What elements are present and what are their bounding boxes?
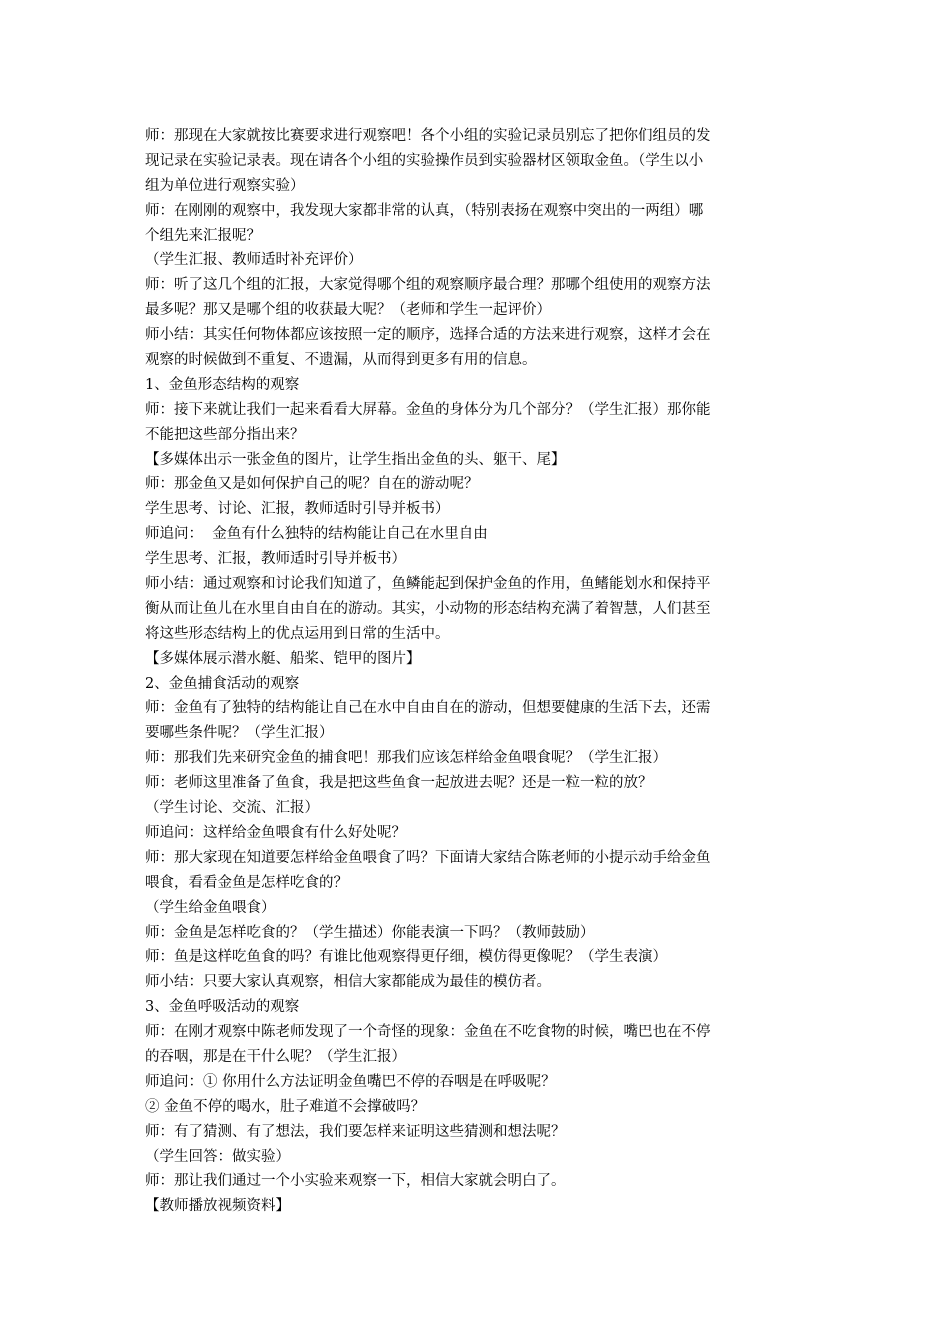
text-line: 师：那大家现在知道要怎样给金鱼喂食了吗？下面请大家结合陈老师的小提示动手给金鱼	[145, 849, 711, 866]
document-body	[145, 124, 807, 1219]
text-line: 【多媒体展示潜水艇、船桨、铠甲的图片】	[145, 650, 421, 667]
text-line: （学生回答：做实验）	[145, 1148, 290, 1165]
text-line: 师：老师这里准备了鱼食，我是把这些鱼食一起放进去呢？还是一粒一粒的放？	[145, 775, 653, 792]
text-line: 【教师播放视频资料】	[145, 1198, 290, 1215]
text-line: 师小结：通过观察和讨论我们知道了，鱼鳞能起到保护金鱼的作用，鱼鳍能划水和保持平	[145, 576, 711, 593]
text-line: 师：接下来就让我们一起来看看大屏幕。金鱼的身体分为几个部分？（学生汇报）那你能	[145, 401, 711, 418]
text-line: 师小结：只要大家认真观察，相信大家都能成为最佳的模仿者。	[145, 974, 551, 991]
text-line: 组为单位进行观察实验）	[145, 177, 305, 194]
text-line: （学生汇报、教师适时补充评价）	[145, 252, 363, 269]
text-line: ② 金鱼不停的喝水，肚子难道不会撑破吗？	[145, 1098, 426, 1115]
text-line: 喂食，看看金鱼是怎样吃食的？	[145, 874, 348, 891]
text-line: 师：那让我们通过一个小实验来观察一下，相信大家就会明白了。	[145, 1173, 566, 1190]
section-heading: 2、金鱼捕食活动的观察	[145, 675, 300, 692]
text-line: 师：金鱼是怎样吃食的？（学生描述）你能表演一下吗？（教师鼓励）	[145, 924, 595, 941]
text-line: 现记录在实验记录表。现在请各个小组的实验操作员到实验器材区领取金鱼。（学生以小	[145, 152, 704, 169]
text-line: 学生思考、讨论、汇报，教师适时引导并板书）	[145, 501, 450, 518]
text-line: （学生给金鱼喂食）	[145, 899, 276, 916]
text-line: 师：那金鱼又是如何保护自己的呢？自在的游动呢？	[145, 476, 479, 493]
text-line: 师：有了猜测、有了想法，我们要怎样来证明这些猜测和想法呢？	[145, 1123, 566, 1140]
text-line: 师：那我们先来研究金鱼的捕食吧！那我们应该怎样给金鱼喂食呢？（学生汇报）	[145, 750, 667, 767]
text-line: 学生思考、汇报，教师适时引导并板书）	[145, 551, 406, 568]
section-heading: 1、金鱼形态结构的观察	[145, 376, 300, 393]
text-line: 观察的时候做到不重复、不遗漏，从而得到更多有用的信息。	[145, 352, 537, 369]
text-line: 最多呢？那又是哪个组的收获最大呢？（老师和学生一起评价）	[145, 302, 551, 319]
text-line: 师：听了这几个组的汇报，大家觉得哪个组的观察顺序最合理？那哪个组使用的观察方法	[145, 277, 711, 294]
text-line: 师：在刚刚的观察中，我发现大家都非常的认真，（特别表扬在观察中突出的一两组）哪	[145, 202, 704, 219]
text-line: 的吞咽，那是在干什么呢？（学生汇报）	[145, 1048, 406, 1065]
text-line: 师小结：其实任何物体都应该按照一定的顺序，选择合适的方法来进行观察，这样才会在	[145, 327, 711, 344]
text-line: 衡从而让鱼儿在水里自由自在的游动。其实，小动物的形态结构充满了着智慧，人们甚至	[145, 600, 711, 617]
text-line: 师追问：这样给金鱼喂食有什么好处呢？	[145, 824, 406, 841]
text-line: 师：金鱼有了独特的结构能让自己在水中自由自在的游动，但想要健康的生活下去，还需	[145, 700, 711, 717]
text-line: 师追问：① 你用什么方法证明金鱼嘴巴不停的吞咽是在呼吸呢？	[145, 1073, 556, 1090]
text-line: 个组先来汇报呢？	[145, 227, 261, 244]
section-heading: 3、金鱼呼吸活动的观察	[145, 999, 300, 1016]
text-line: 师追问： 金鱼有什么独特的结构能让自己在水里自由	[145, 526, 488, 543]
text-line: 【多媒体出示一张金鱼的图片，让学生指出金鱼的头、躯干、尾】	[145, 451, 566, 468]
text-line: （学生讨论、交流、汇报）	[145, 800, 319, 817]
text-line: 要哪些条件呢？（学生汇报）	[145, 725, 334, 742]
text-line: 师：鱼是这样吃鱼食的吗？有谁比他观察得更仔细，模仿得更像呢？（学生表演）	[145, 949, 667, 966]
text-line: 不能把这些部分指出来？	[145, 426, 305, 443]
text-line: 师：那现在大家就按比赛要求进行观察吧！各个小组的实验记录员别忘了把你们组员的发	[145, 128, 711, 144]
text-line: 师：在刚才观察中陈老师发现了一个奇怪的现象：金鱼在不吃食物的时候，嘴巴也在不停	[145, 1024, 711, 1041]
text-line: 将这些形态结构上的优点运用到日常的生活中。	[145, 625, 450, 642]
